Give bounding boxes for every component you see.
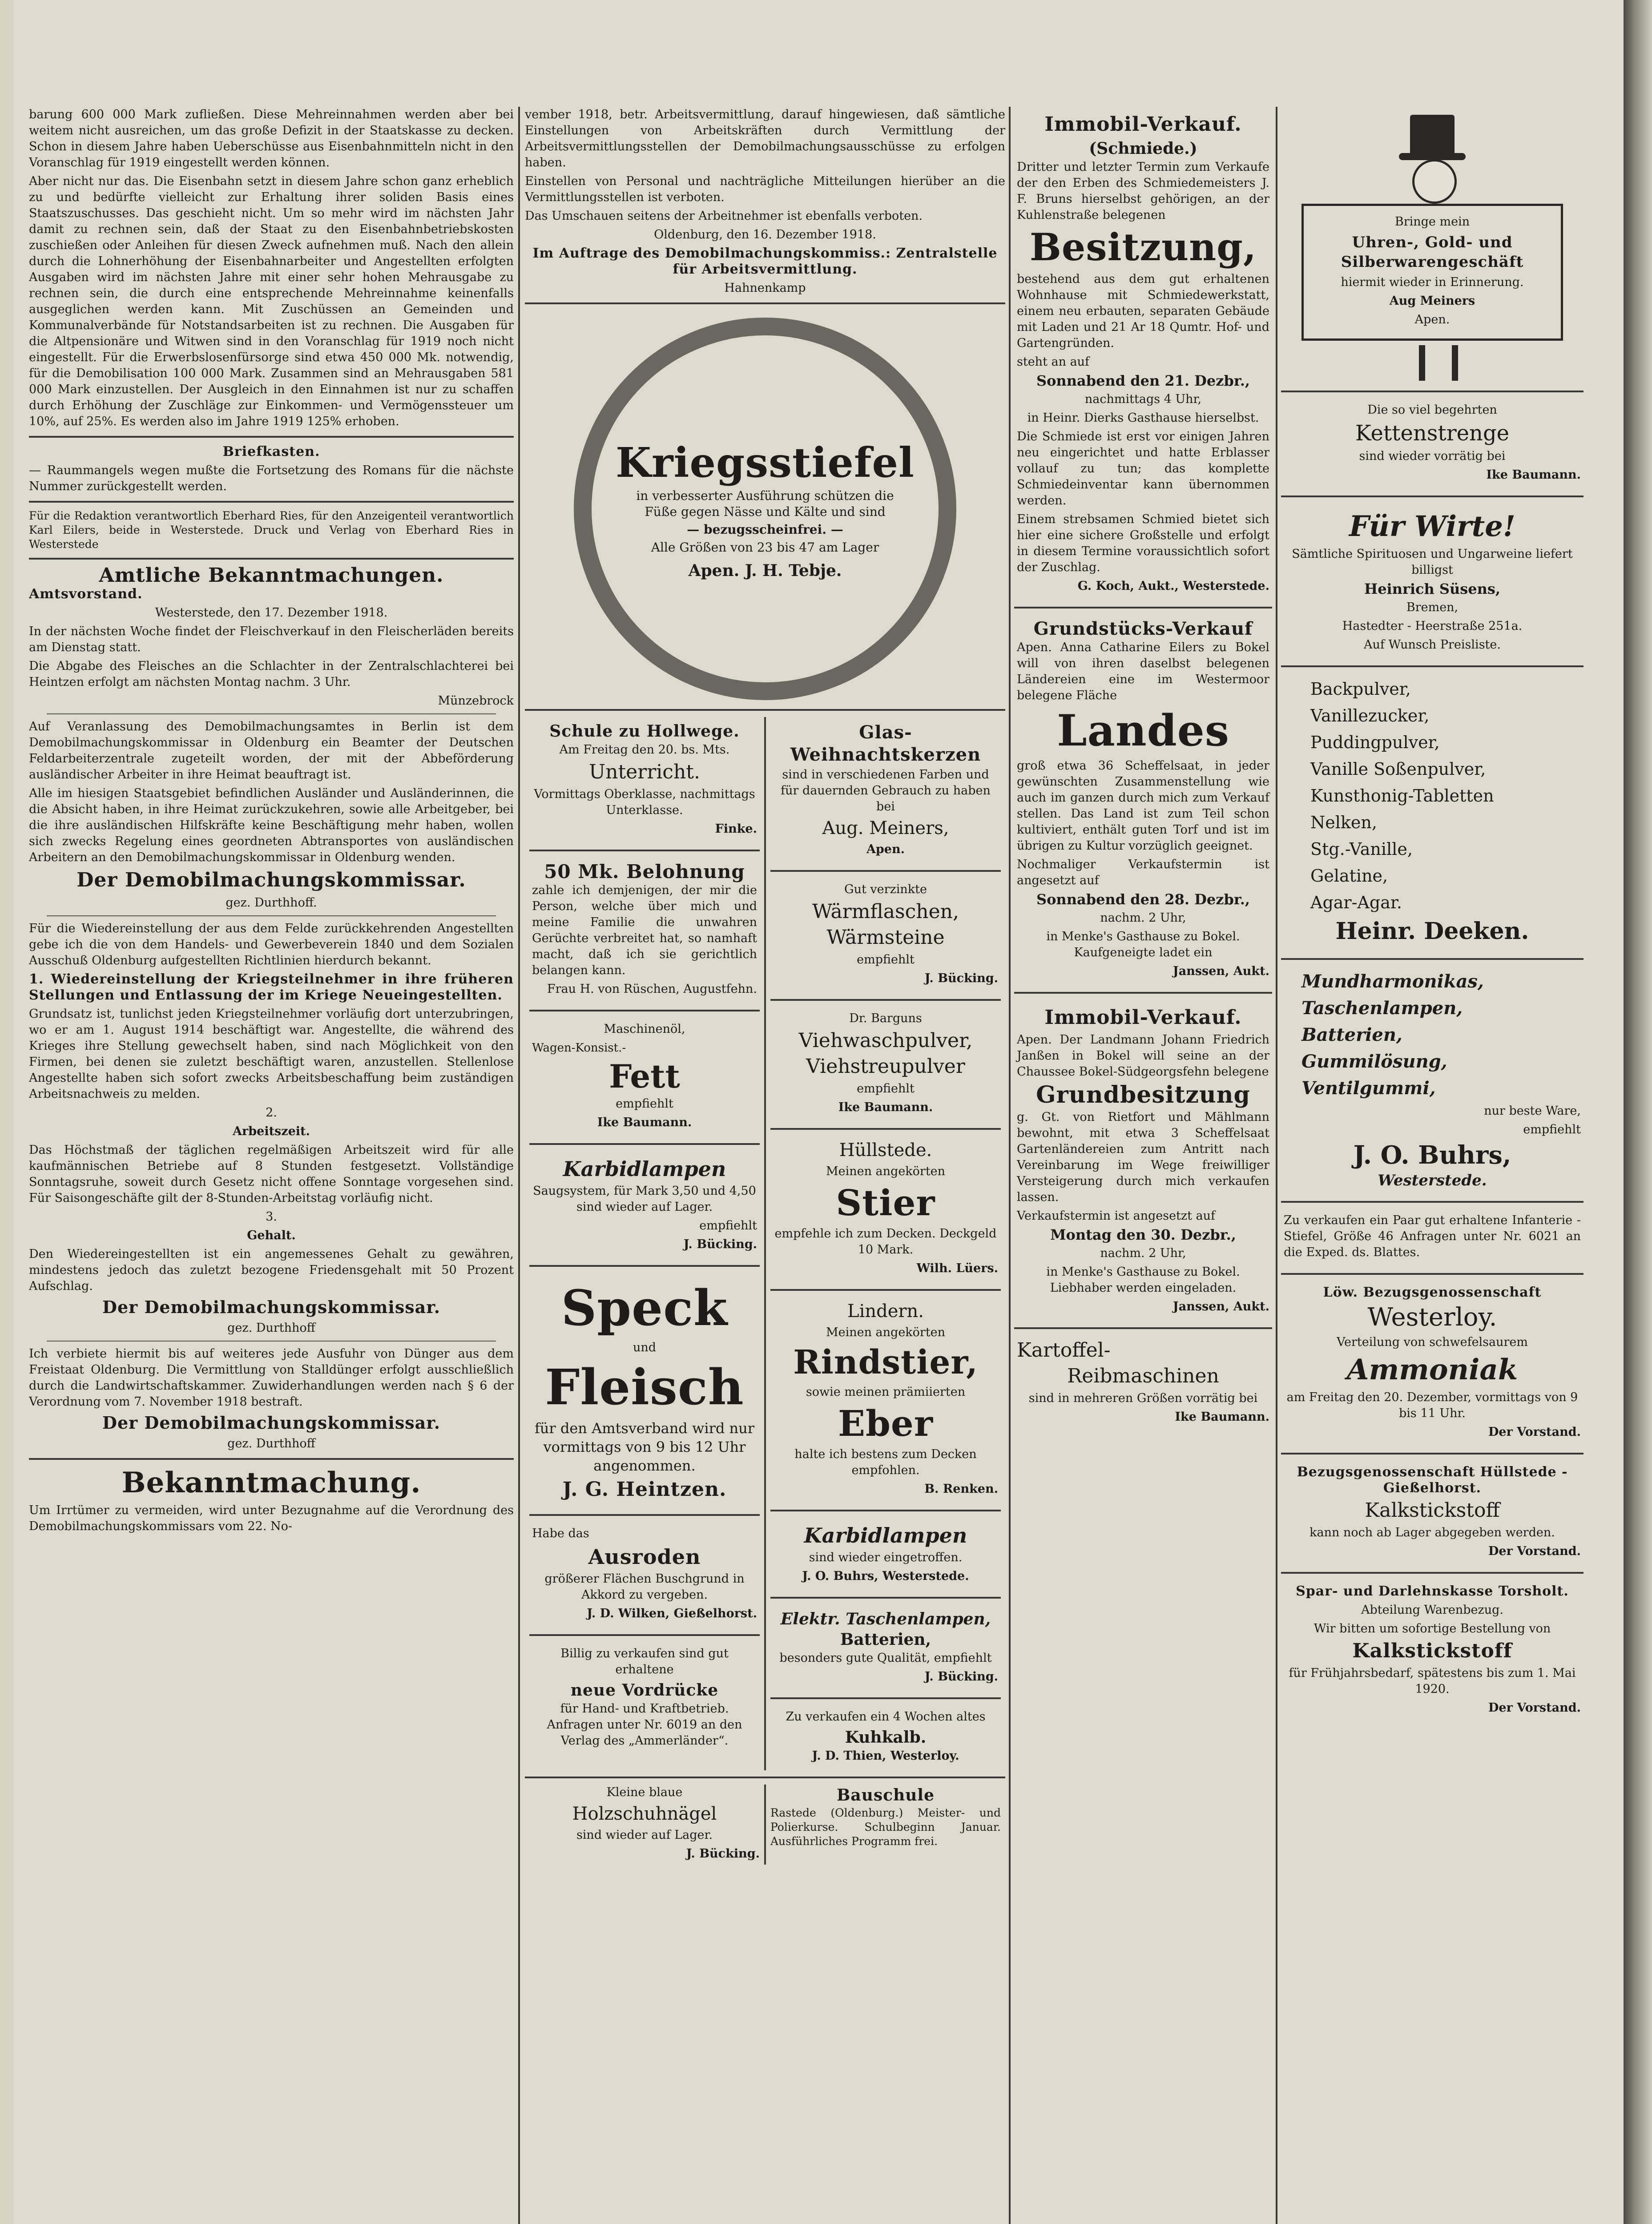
ad-date: Montag den 30. Dezbr., bbox=[1050, 1226, 1236, 1243]
section-text: Grundsatz ist, tunlichst jeden Kriegsteilnehmer vorläufig dort unterzubringen, wo er am 1. August 1914 beschäftigt war. Angestellte, die während des Krieges ihre Stellung gewechselt haben, sind nach Möglichkeit von den Firmen, bei denen sie zuletzt beschäftigt waren, anzustellen. Stellenlose Angestellte haben sich sofort zwecks Arbeitsbeschaffung beim zuständigen Arbeitsnachweis zu melden. bbox=[29, 1007, 514, 1101]
uhren-ad bbox=[1281, 107, 1584, 384]
ad-text: für Hand- und Kraftbetrieb. Anfragen unter Nr. 6019 an den Verlag des „Ammerländer“. bbox=[547, 1702, 742, 1748]
ad-title: Wärmsteine bbox=[826, 926, 945, 949]
divider bbox=[47, 1341, 496, 1342]
ad-signature: B. Renken. bbox=[924, 1482, 998, 1496]
divider bbox=[770, 1128, 1001, 1130]
notice-signature: gez. Durthhoff bbox=[227, 1437, 315, 1450]
divider bbox=[1281, 1201, 1584, 1203]
ad-signature: Wilh. Lüers. bbox=[916, 1261, 998, 1275]
grundstuecks-verkauf-ad bbox=[1014, 615, 1272, 986]
column-4 bbox=[1281, 107, 1584, 2224]
notice-paragraph: Das Umschauen seitens der Arbeitnehmer ist ebenfalls verboten. bbox=[525, 209, 923, 223]
ad-title: Wärmflaschen, bbox=[812, 900, 959, 923]
column-rule bbox=[518, 107, 520, 2224]
product-item: Vanille Soßenpulver, bbox=[1310, 759, 1486, 779]
divider bbox=[770, 1597, 1001, 1599]
section-text: Den Wiedereingestellten ist ein angemessenes Gehalt zu gewähren, mindestens jedoch das zuletzt bezogene Friedensgehalt mit 50 Prozent Aufschlag. bbox=[29, 1247, 514, 1293]
ad-signature: Ike Baumann. bbox=[1175, 1410, 1269, 1424]
divider bbox=[1281, 958, 1584, 960]
ad-title: neue Vordrücke bbox=[570, 1681, 719, 1700]
ad-title: Kuhkalb. bbox=[845, 1728, 927, 1747]
ad-text: nachmittags 4 Uhr, bbox=[1084, 392, 1202, 406]
ad-text: sind wieder eingetroffen. bbox=[809, 1551, 963, 1564]
ad-text: am Freitag den 20. Dezember, vormittags von 9 bis 11 Uhr. bbox=[1286, 1390, 1578, 1420]
section-title: Gehalt. bbox=[247, 1229, 296, 1242]
section-heading: Amtliche Bekanntmachungen. bbox=[99, 564, 444, 587]
product-item: Agar-Agar. bbox=[1310, 893, 1402, 912]
divider bbox=[529, 1143, 760, 1145]
mundharmonikas-ad bbox=[1281, 966, 1584, 1195]
ad-signature: Ike Baumann. bbox=[1486, 468, 1581, 482]
ad-text: Hastedter - Heerstraße 251a. bbox=[1342, 619, 1523, 633]
divider bbox=[770, 1289, 1001, 1291]
kuhkalb-ad bbox=[770, 1705, 1001, 1770]
top-hat-icon bbox=[1410, 115, 1455, 155]
ad-signature: Ike Baumann. bbox=[597, 1116, 692, 1129]
ad-text: Zu verkaufen ein Paar gut erhaltene Infanterie - Stiefel, Größe 46 Anfragen unter Nr. 6021 an die Exped. ds. Blattes. bbox=[1284, 1213, 1581, 1259]
fett-ad bbox=[529, 1018, 760, 1137]
notice-heading: Der Demobilmachungskommissar. bbox=[102, 1413, 441, 1433]
newspaper-page bbox=[13, 0, 1624, 2224]
divider bbox=[525, 1777, 1005, 1778]
ad-text: Apen. bbox=[1414, 313, 1450, 326]
ad-signature: J. Bücking. bbox=[924, 971, 998, 985]
notice-paragraph: Die Abgabe des Fleisches an die Schlachter in der Zentralschlachterei bei Heintzen erfolgt am nächsten Montag nachm. 3 Uhr. bbox=[29, 659, 514, 689]
waermflaschen-ad bbox=[770, 878, 1001, 993]
ad-text: Unterricht. bbox=[589, 761, 700, 783]
holzschuhnaegel-ad bbox=[525, 1785, 764, 1865]
ad-signature: Der Vorstand. bbox=[1488, 1701, 1581, 1715]
ad-title: Eber bbox=[838, 1402, 933, 1444]
ad-title: Holzschuhnägel bbox=[572, 1804, 717, 1824]
ad-title: Elektr. Taschenlampen, bbox=[780, 1610, 991, 1628]
ads-row-bottom bbox=[525, 1785, 1005, 1865]
divider bbox=[1281, 1453, 1584, 1454]
ad-text: halte ich bestens zum Decken empfohlen. bbox=[794, 1447, 977, 1477]
ad-text: zahle ich demjenigen, der mir die Person, welche über mich und meine Familie die unwahren Gerüchte verbreitet hat, so namhaft macht, daß ich sie gerichtlich belangen kann. bbox=[532, 883, 757, 977]
ad-text: Apen. bbox=[866, 842, 905, 856]
gentleman-legs bbox=[1397, 345, 1468, 381]
authority-heading: Amtsvorstand. bbox=[29, 586, 143, 602]
divider bbox=[1281, 1273, 1584, 1275]
product-item: Gummilösung, bbox=[1301, 1051, 1447, 1072]
ad-title: Rindstier, bbox=[793, 1343, 978, 1382]
ad-title: Ammoniak bbox=[1346, 1353, 1518, 1386]
viehpulver-ad bbox=[770, 1007, 1001, 1122]
product-item: Kunsthonig-Tabletten bbox=[1310, 786, 1494, 806]
product-item: Vanillezucker, bbox=[1310, 706, 1430, 725]
ad-text: empfiehlt bbox=[857, 1082, 915, 1096]
ad-text: in verbesserter Ausführung schützen die Füße gegen Nässe und Kälte und sind bbox=[636, 488, 894, 519]
ad-text: empfehle ich zum Decken. Deckgeld 10 Mark. bbox=[774, 1227, 997, 1257]
ad-text: Billig zu verkaufen sind gut erhaltene bbox=[560, 1647, 729, 1676]
stiefel-ad bbox=[1281, 1209, 1584, 1267]
section-number: 2. bbox=[266, 1106, 277, 1120]
ad-title: Reibmaschinen bbox=[1067, 1365, 1219, 1387]
ad-signature: Aug. Meiners, bbox=[822, 818, 949, 838]
product-item: Stg.-Vanille, bbox=[1310, 839, 1413, 859]
ad-title: Immobil-Verkauf. bbox=[1044, 113, 1242, 136]
notice-paragraph: Auf Veranlassung des Demobilmachungsamtes in Berlin ist dem Demobilmachungskommissar in Oldenburg ein Beamter der Deutschen Feldarbeiterzentrale zugeteilt worden, der mit der Abbeförderung ausländischer Arbeiter in ihre Heimat beauftragt ist. bbox=[29, 720, 514, 782]
ad-text: groß etwa 36 Scheffelsaat, in jeder gewünschten Zusammenstellung wie auch im ganzen durch mich zum Verkauf stellen. Das Land ist zum Teil schon kultiviert, enthält guten Torf und ist im übrigen zu Kultur vorzüglich geeignet. bbox=[1017, 759, 1269, 853]
notice-signature: gez. Durthhoff. bbox=[226, 896, 317, 910]
ad-text: Dritter und letzter Termin zum Verkaufe der den Erben des Schmiedemeisters J. F. Bruns hierselbst gehörigen, an der Kuhlenstraße belegenen bbox=[1017, 160, 1269, 222]
product-item: Gelatine, bbox=[1310, 866, 1388, 886]
sparkasse-ad bbox=[1281, 1580, 1584, 1722]
ad-place: Lindern. bbox=[847, 1301, 924, 1322]
divider bbox=[1014, 992, 1272, 994]
notice-paragraph: Für die Wiedereinstellung der aus dem Felde zurückkehrenden Angestellten gebe ich die von dem Handels- und Gewerbeverein 1840 und dem Sozialen Ausschuß Oldenburg aufgestellten Richtlinien hierdurch bekannt. bbox=[29, 922, 514, 967]
gentleman-illustration bbox=[1397, 115, 1468, 204]
ads-left bbox=[525, 717, 764, 1770]
ad-title: Glas-Weihnachtskerzen bbox=[790, 722, 981, 765]
ad-text: Bringe mein bbox=[1394, 215, 1470, 229]
ad-text: Abteilung Warenbezug. bbox=[1361, 1603, 1504, 1617]
ad-headline: Besitzung, bbox=[1029, 225, 1257, 269]
ad-text: sowie meinen prämiierten bbox=[806, 1385, 966, 1399]
ad-text: Maschinenöl, bbox=[604, 1022, 685, 1036]
notice-paragraph: vember 1918, betr. Arbeitsvermittlung, darauf hingewiesen, daß sämtliche Einstellungen von Arbeitskräften durch Vermittlung der Arbeitsvermittlungsstellen der Demobilmachungsausschüsse zu erfolgen haben. bbox=[525, 108, 1005, 169]
ad-title: Viehstreupulver bbox=[806, 1055, 965, 1078]
ad-signature: J. O. Buhrs, bbox=[1353, 1140, 1511, 1170]
ad-signature: J. D. Thien, Westerloy. bbox=[812, 1749, 959, 1763]
notice-heading: Der Demobilmachungskommissar. bbox=[77, 869, 466, 891]
column-rule bbox=[1276, 107, 1277, 2224]
ad-text: empfiehlt bbox=[857, 953, 915, 967]
ammoniak-ad bbox=[1281, 1281, 1584, 1446]
divider bbox=[529, 1010, 760, 1011]
kartoffel-ad bbox=[1014, 1335, 1272, 1431]
ad-title: Bauschule bbox=[836, 1786, 935, 1805]
karbidlampen-ad bbox=[770, 1518, 1001, 1591]
ad-text: und bbox=[633, 1341, 657, 1354]
product-item: Ventilgummi, bbox=[1301, 1078, 1436, 1099]
divider bbox=[29, 1458, 514, 1460]
ad-text: in Heinr. Dierks Gasthause hierselbst. bbox=[1027, 411, 1259, 425]
ad-text: Verkaufstermin ist angesetzt auf bbox=[1017, 1209, 1216, 1223]
ad-text: empfiehlt bbox=[1523, 1123, 1581, 1136]
column-rule bbox=[1009, 107, 1011, 2224]
notice-signature: Münzebrock bbox=[438, 694, 514, 708]
ads-right bbox=[764, 717, 1005, 1770]
ad-title: Kartoffel- bbox=[1017, 1339, 1111, 1362]
ad-text: nachm. 2 Uhr, bbox=[1100, 911, 1186, 925]
kriegsstiefel-ad bbox=[574, 318, 956, 700]
ad-date: Sonnabend den 21. Dezbr., bbox=[1036, 372, 1250, 389]
notice-heading: Im Auftrage des Demobilmachungskommiss.: Zentralstelle für Arbeitsvermittlung. bbox=[532, 246, 998, 277]
divider bbox=[1281, 391, 1584, 392]
ad-text: Westerstede. bbox=[1378, 1172, 1487, 1189]
bauschule-ad bbox=[764, 1785, 1005, 1865]
divider bbox=[1281, 1572, 1584, 1574]
product-item: Backpulver, bbox=[1310, 679, 1411, 699]
ad-title: Viehwaschpulver, bbox=[798, 1029, 973, 1052]
ad-text: Meinen angekörten bbox=[826, 1326, 946, 1339]
ad-text: Alle Größen von 23 bis 47 am Lager bbox=[651, 540, 879, 555]
section-title: 1. Wiedereinstellung der Kriegsteilnehmer in ihre früheren Stellungen und Entlassung der im Kriege Neueingestellten. bbox=[29, 971, 514, 1003]
divider bbox=[29, 501, 514, 503]
ad-place: Hüllstede. bbox=[839, 1140, 932, 1160]
ad-text: sind wieder vorrätig bei bbox=[1359, 449, 1506, 463]
notice-paragraph: Alle im hiesigen Staatsgebiet befindlichen Ausländer und Ausländerinnen, die die Absicht haben, in ihre Heimat zurückzukehren, sowie alle Arbeitgeber, bei die ihre ausländischen Hilfskräfte keine Beschäftigung mehr haben, wollen sich zwecks Regelung eines geordneten Abtransportes von ausländischen Arbeitern an den Demobilmachungskommissar in Oldenburg wenden. bbox=[29, 786, 514, 864]
glas-ad bbox=[770, 717, 1001, 864]
ad-text: Die so viel begehrten bbox=[1367, 403, 1497, 417]
ad-text: Apen. Anna Catharine Eilers zu Bokel will von ihren daselbst belegenen Ländereien eine im Westermoor belegene Fläche bbox=[1017, 641, 1269, 702]
ad-signature: Heinrich Süsens, bbox=[1364, 580, 1501, 597]
product-item: Taschenlampen, bbox=[1301, 998, 1463, 1019]
schule-ad bbox=[529, 717, 760, 843]
ad-text: in Menke's Gasthause zu Bokel. Kaufgeneigte ladet ein bbox=[1046, 930, 1240, 959]
divider bbox=[1014, 1327, 1272, 1329]
ad-text: Saugsystem, für Mark 3,50 und 4,50 sind wieder auf Lager. bbox=[533, 1184, 756, 1214]
divider bbox=[525, 709, 1005, 711]
taschenlampen-ad bbox=[770, 1605, 1001, 1691]
product-item: Mundharmonikas, bbox=[1301, 971, 1484, 992]
ad-signature: Heinr. Deeken. bbox=[1335, 918, 1529, 945]
briefkasten-title: Briefkasten. bbox=[222, 444, 320, 459]
face-icon bbox=[1412, 159, 1457, 204]
kalkstickstoff-ad bbox=[1281, 1461, 1584, 1566]
notice-signature: Hahnenkamp bbox=[724, 281, 806, 295]
ad-text: Am Freitag den 20. bs. Mts. bbox=[559, 743, 730, 757]
ad-signature: Finke. bbox=[715, 822, 757, 836]
notice-heading-large: Bekanntmachung. bbox=[121, 1466, 421, 1499]
notice-paragraph: Um Irrtümer zu vermeiden, wird unter Bezugnahme auf die Verordnung des Demobilmachungskommissars vom 22. No- bbox=[29, 1503, 514, 1533]
notice-paragraph: Ich verbiete hiermit bis auf weiteres jede Ausfuhr von Dünger aus dem Freistaat Oldenburg. Die Vermittlung von Stalldünger erfolgt ausschließlich durch die Landwirtschaftskammer. Zuwiderhandlungen werden nach § 6 der Verordnung vom 7. November 1918 bestraft. bbox=[29, 1347, 514, 1409]
ad-signature: J. O. Buhrs, Westerstede. bbox=[802, 1569, 969, 1583]
ad-text: für Frühjahrsbedarf, spätestens bis zum 1. Mai 1920. bbox=[1289, 1666, 1576, 1696]
ad-text: Die Schmiede ist erst vor einigen Jahren neu eingerichtet und hatte Erblasser vollauf zu tun; das komplette Schmiedeinventar kann übernommen werden. bbox=[1017, 430, 1269, 508]
ad-signature: Janssen, Aukt. bbox=[1173, 964, 1269, 978]
product-item: Batterien, bbox=[1301, 1024, 1402, 1045]
ad-text: Wir bitten um sofortige Bestellung von bbox=[1314, 1622, 1551, 1636]
imprint: Für die Redaktion verantwortlich Eberhard Ries, für den Anzeigenteil verantwortlich Karl Eilers, beide in Westerstede. Druck und Verlag von Eberhard Ries in Westerstede bbox=[29, 509, 514, 551]
page-edge-shadow bbox=[1624, 0, 1652, 2224]
ad-headline: Landes bbox=[1057, 705, 1229, 756]
ad-title: Fleisch bbox=[545, 1358, 744, 1416]
ad-title: 50 Mk. Belohnung bbox=[544, 861, 745, 882]
ad-text: Nochmaliger Verkaufstermin ist angesetzt auf bbox=[1017, 858, 1269, 887]
notice-date: Oldenburg, den 16. Dezember 1918. bbox=[654, 228, 876, 242]
notice-signature: gez. Durthhoff bbox=[227, 1321, 315, 1335]
ad-text: g. Gt. von Rietfort und Mählmann bewohnt, mit etwa 3 Scheffelsaat Gartenländereien zum Antritt nach Vereinbarung im Wege freiwilliger Versteigerung durch mich verkaufen lassen. bbox=[1017, 1110, 1269, 1204]
legs-icon bbox=[1419, 345, 1458, 381]
article-paragraph: Aber nicht nur das. Die Eisenbahn setzt in diesem Jahre schon ganz erheblich zu und bedürfte vielleicht zur Erhaltung ihrer soliden Basis eines Staatszuschusses. Das geschieht nicht. Um so mehr wird im nächsten Jahr damit zu rechnen sein, daß der Staat zu den Eisenbahnbetriebskosten zuschießen oder Anleihen für diesen Zweck aufnehmen muß. Nach den allein durch die Lohnerhöhung der Eisenbahnarbeiter und Angestellten erfolgten Ausgaben wird im nächsten Jahre mit einer sehr hohen Mehrausgabe zu rechnen sein, die durch eine entsprechende Mehreinnahme keinenfalls ausgeglichen werden kann. Mit Zuschüssen an Gemeinden und Kommunalverbände für Notstandsarbeiten ist zu rechnen. Die Ausgaben für die Altpensionäre und Witwen sind in den Voranschlag für 1919 noch nicht eingestellt. Für die Erwerbslosenfürsorge sind etwa 450 000 Mk. notwendig, für die Demobilisation 100 000 Mark. Zusammen sind an Mehrausgaben 581 000 Mark einzustellen. Der Ausgleich in den Einnahmen ist nur zu schaffen durch Erhöhung der Zuschläge zur Einkommen- und Vermögenssteuer um 10%, auf 25%. Es werden also im Jahre 1919 125% erhoben. bbox=[29, 174, 514, 428]
speck-ad bbox=[529, 1273, 760, 1508]
ad-signature: J. G. Heintzen. bbox=[562, 1478, 727, 1501]
divider bbox=[1281, 496, 1584, 497]
ad-text: empfiehlt bbox=[616, 1097, 673, 1111]
ad-text: sind in mehreren Größen vorrätig bei bbox=[1028, 1391, 1258, 1405]
ad-text: Habe das bbox=[532, 1527, 589, 1540]
ad-title: Ausroden bbox=[588, 1545, 701, 1569]
ad-text: sind in verschiedenen Farben und für dauernden Gebrauch zu haben bei bbox=[781, 768, 991, 814]
ad-signature: G. Koch, Aukt., Westerstede. bbox=[1077, 579, 1269, 593]
ad-title: Speck bbox=[561, 1279, 728, 1337]
kettenstrenge-ad bbox=[1281, 399, 1584, 489]
divider bbox=[525, 302, 1005, 304]
ad-signature: Janssen, Aukt. bbox=[1173, 1300, 1269, 1313]
ad-title: Kettenstrenge bbox=[1355, 421, 1510, 446]
ad-text: Kleine blaue bbox=[606, 1785, 683, 1799]
vordruecke-ad bbox=[529, 1642, 760, 1755]
ad-text: Spar- und Darlehnskasse Torsholt. bbox=[1296, 1583, 1569, 1599]
ad-title: Karbidlampen bbox=[804, 1523, 967, 1547]
ad-title: Westerloy. bbox=[1367, 1303, 1497, 1332]
ad-signature: Frau H. von Rüschen, Augustfehn. bbox=[547, 982, 757, 996]
ad-text: — bezugsscheinfrei. — bbox=[687, 522, 843, 537]
ad-title: Fett bbox=[609, 1057, 680, 1095]
ad-text: Apen. Der Landmann Johann Friedrich Janßen in Bokel will seine an der Chaussee Bokel-Südgeorgsfehn belegene bbox=[1017, 1033, 1269, 1079]
ad-text: Bezugsgenossenschaft Hüllstede - Gießelhorst. bbox=[1297, 1464, 1568, 1496]
ad-title: Schule zu Hollwege. bbox=[549, 722, 740, 741]
product-item: Nelken, bbox=[1310, 813, 1377, 832]
ad-signature: J. Bücking. bbox=[924, 1670, 998, 1684]
immobil-verkauf-ad bbox=[1014, 1000, 1272, 1321]
ad-text: empfiehlt bbox=[699, 1219, 757, 1233]
notice-paragraph: In der nächsten Woche findet der Fleischverkauf in den Fleischerläden bereits am Dienstag statt. bbox=[29, 624, 514, 654]
ad-text: für den Amtsverband wird nur vormittags von 9 bis 12 Uhr angenommen. bbox=[534, 1420, 755, 1474]
ad-text: Wagen-Konsist.- bbox=[532, 1041, 626, 1055]
ad-title: Grundstücks-Verkauf bbox=[1033, 618, 1253, 639]
ad-title: Batterien, bbox=[840, 1630, 931, 1649]
divider bbox=[770, 870, 1001, 872]
ad-signature: Apen. J. H. Tebje. bbox=[688, 561, 842, 580]
ausroden-ad bbox=[529, 1522, 760, 1628]
stier-ad bbox=[770, 1136, 1001, 1283]
ad-text: kann noch ab Lager abgegeben werden. bbox=[1310, 1526, 1555, 1539]
article-paragraph: barung 600 000 Mark zufließen. Diese Mehreinnahmen werden aber bei weitem nicht ausreichen, um das große Defizit in der Staatskasse zu decken. Schon in diesem Jahre haben Ueberschüsse aus Eisenbahnmitteln nicht in den Voranschlag für 1919 eingestellt werden können. bbox=[29, 108, 514, 169]
ad-signature: Der Vorstand. bbox=[1488, 1425, 1581, 1439]
ad-text: besonders gute Qualität, empfiehlt bbox=[779, 1651, 992, 1665]
ad-text: steht an auf bbox=[1017, 355, 1090, 369]
divider bbox=[47, 713, 496, 714]
column-3 bbox=[1014, 107, 1272, 2224]
ad-title: Stier bbox=[836, 1182, 935, 1224]
notice-date: Westerstede, den 17. Dezember 1918. bbox=[155, 606, 388, 620]
ad-subtitle: (Schmiede.) bbox=[1089, 139, 1197, 158]
divider bbox=[770, 999, 1001, 1001]
divider bbox=[770, 1510, 1001, 1511]
ad-title: Karbidlampen bbox=[563, 1157, 726, 1181]
ad-text: Löw. Bezugsgenossenschaft bbox=[1323, 1285, 1542, 1300]
sandwich-board bbox=[1301, 204, 1563, 341]
backpulver-ad bbox=[1281, 673, 1584, 952]
ad-headline: Grundbesitzung bbox=[1036, 1081, 1250, 1108]
ad-text: sind wieder auf Lager. bbox=[576, 1828, 713, 1842]
divider bbox=[529, 1514, 760, 1516]
column-2 bbox=[525, 107, 1005, 2224]
divider bbox=[1014, 607, 1272, 608]
divider bbox=[770, 1697, 1001, 1699]
ad-signature: Ike Baumann. bbox=[838, 1100, 933, 1114]
column-1 bbox=[29, 107, 514, 2224]
ad-title: Kalkstickstoff bbox=[1352, 1640, 1512, 1662]
ad-signature: J. Bücking. bbox=[683, 1237, 757, 1251]
ad-signature: J. Bücking. bbox=[686, 1847, 760, 1861]
divider bbox=[529, 850, 760, 851]
section-text: Das Höchstmaß der täglichen regelmäßigen Arbeitszeit wird für alle kaufmännischen Betriebe auf 8 Stunden festgesetzt. Vollständige Sonntagsruhe, soweit durch Gesetz nicht offene Sonntage vorgesehen sind. Für Saisongeschäfte gilt der 8-Stunden-Arbeitstag vorläufig nicht. bbox=[29, 1143, 514, 1205]
ad-signature: Der Vorstand. bbox=[1488, 1544, 1581, 1558]
ad-text: Sämtliche Spirituosen und Ungarweine liefert billigst bbox=[1292, 547, 1573, 577]
divider bbox=[1281, 665, 1584, 667]
section-number: 3. bbox=[266, 1210, 277, 1224]
ad-text: hiermit wieder in Erinnerung. bbox=[1341, 275, 1524, 289]
ad-text: Meinen angekörten bbox=[826, 1164, 946, 1178]
belohnung-ad bbox=[529, 858, 760, 1003]
ads-row bbox=[525, 717, 1005, 1770]
divider bbox=[29, 558, 514, 560]
ad-text: größerer Flächen Buschgrund in Akkord zu vergeben. bbox=[544, 1572, 745, 1602]
ad-title: Kriegsstiefel bbox=[616, 439, 915, 487]
ad-text: Gut verzinkte bbox=[844, 882, 927, 896]
ad-title: Für Wirte! bbox=[1349, 510, 1515, 543]
divider bbox=[47, 915, 496, 916]
immobil-verkauf-ad bbox=[1014, 107, 1272, 600]
karbidlampen-ad bbox=[529, 1151, 760, 1259]
ad-title: Uhren-, Gold- und Silberwarengeschäft bbox=[1341, 234, 1524, 271]
fuer-wirte-ad bbox=[1281, 504, 1584, 659]
ad-text: Vormittags Oberklasse, nachmittags Unterklasse. bbox=[534, 787, 755, 817]
ad-text: Rastede (Oldenburg.) Meister- und Polierkurse. Schulbeginn Januar. Ausführliches Programm frei. bbox=[770, 1806, 1001, 1848]
ad-text: in Menke's Gasthause zu Bokel. Liebhaber werden eingeladen. bbox=[1046, 1265, 1240, 1295]
ad-text: nachm. 2 Uhr, bbox=[1100, 1246, 1186, 1260]
ad-signature: J. D. Wilken, Gießelhorst. bbox=[587, 1607, 757, 1620]
briefkasten-text: — Raummangels wegen mußte die Fortsetzung des Romans für die nächste Nummer zurückgestellt werden. bbox=[29, 463, 514, 493]
ad-text: nur beste Ware, bbox=[1484, 1104, 1581, 1118]
rindstier-ad bbox=[770, 1297, 1001, 1503]
notice-heading: Der Demobilmachungskommissar. bbox=[102, 1297, 441, 1317]
ad-text: Einem strebsamen Schmied bietet sich hier eine sichere Großstelle und erfolgt in diesem Termine voraussichtlich sofort der Zuschlag. bbox=[1017, 512, 1269, 574]
ad-text: Auf Wunsch Preisliste. bbox=[1364, 638, 1501, 652]
ad-signature: Aug Meiners bbox=[1389, 294, 1475, 308]
ad-text: Bremen, bbox=[1406, 600, 1459, 614]
ad-title: Immobil-Verkauf. bbox=[1044, 1006, 1242, 1029]
notice-paragraph: Einstellen von Personal und nachträgliche Mitteilungen hierüber an die Vermittlungsstellen ist verboten. bbox=[525, 174, 1005, 204]
section-title: Arbeitszeit. bbox=[233, 1124, 310, 1138]
product-item: Puddingpulver, bbox=[1310, 733, 1440, 752]
divider bbox=[529, 1634, 760, 1636]
divider bbox=[29, 436, 514, 438]
ad-text: Zu verkaufen ein 4 Wochen altes bbox=[786, 1710, 986, 1724]
ad-date: Sonnabend den 28. Dezbr., bbox=[1036, 891, 1250, 908]
ad-title: Kalkstickstoff bbox=[1365, 1499, 1500, 1522]
ad-text: Dr. Barguns bbox=[849, 1011, 922, 1025]
ad-text: bestehend aus dem gut erhaltenen Wohnhause mit Schmiedewerkstatt, einem neu erbauten, separaten Gebäude mit Laden und 21 Ar 18 Qumtr. Hof- und Gartengründen. bbox=[1017, 272, 1269, 350]
ad-text: Verteilung von schwefelsaurem bbox=[1336, 1335, 1528, 1349]
divider bbox=[529, 1265, 760, 1267]
